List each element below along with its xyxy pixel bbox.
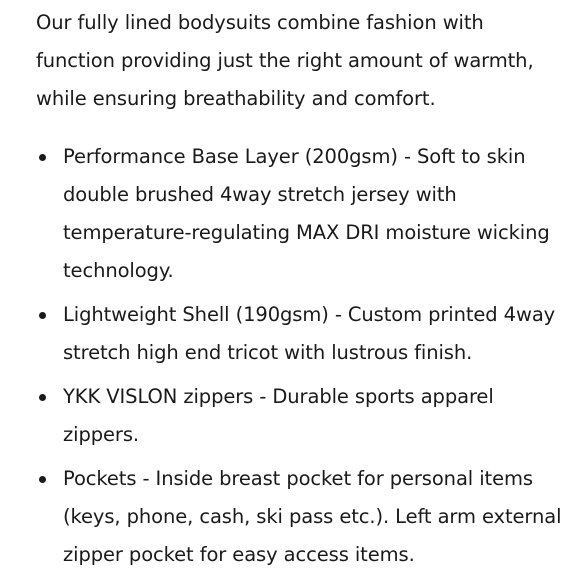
intro-paragraph: Our fully lined bodysuits combine fashion with function providing just the right amount of warmth, while ensuring breathability and comfort. xyxy=(36,11,534,110)
bullet-icon xyxy=(39,394,46,401)
feature-text: Pockets - Inside breast pocket for personal items (keys, phone, cash, ski pass etc.). Left arm external zipper pocket for easy access items. xyxy=(63,467,562,566)
feature-text: Performance Base Layer (200gsm) - Soft to skin double brushed 4way stretch jersey with temperature-regulating MAX DRI moisture wicking technology. xyxy=(63,145,550,282)
bullet-icon xyxy=(39,476,46,483)
feature-item-zippers xyxy=(36,378,566,454)
product-description xyxy=(36,0,566,580)
feature-text: Lightweight Shell (190gsm) - Custom printed 4way stretch high end tricot with lustrous finish. xyxy=(63,303,556,364)
feature-item-base-layer xyxy=(36,138,566,290)
bullet-icon xyxy=(39,312,46,319)
feature-item-pockets xyxy=(36,460,566,574)
feature-text: YKK VISLON zippers - Durable sports apparel zippers. xyxy=(63,385,494,446)
bullet-icon xyxy=(39,154,46,161)
feature-item-shell xyxy=(36,296,566,372)
feature-list xyxy=(36,138,566,574)
